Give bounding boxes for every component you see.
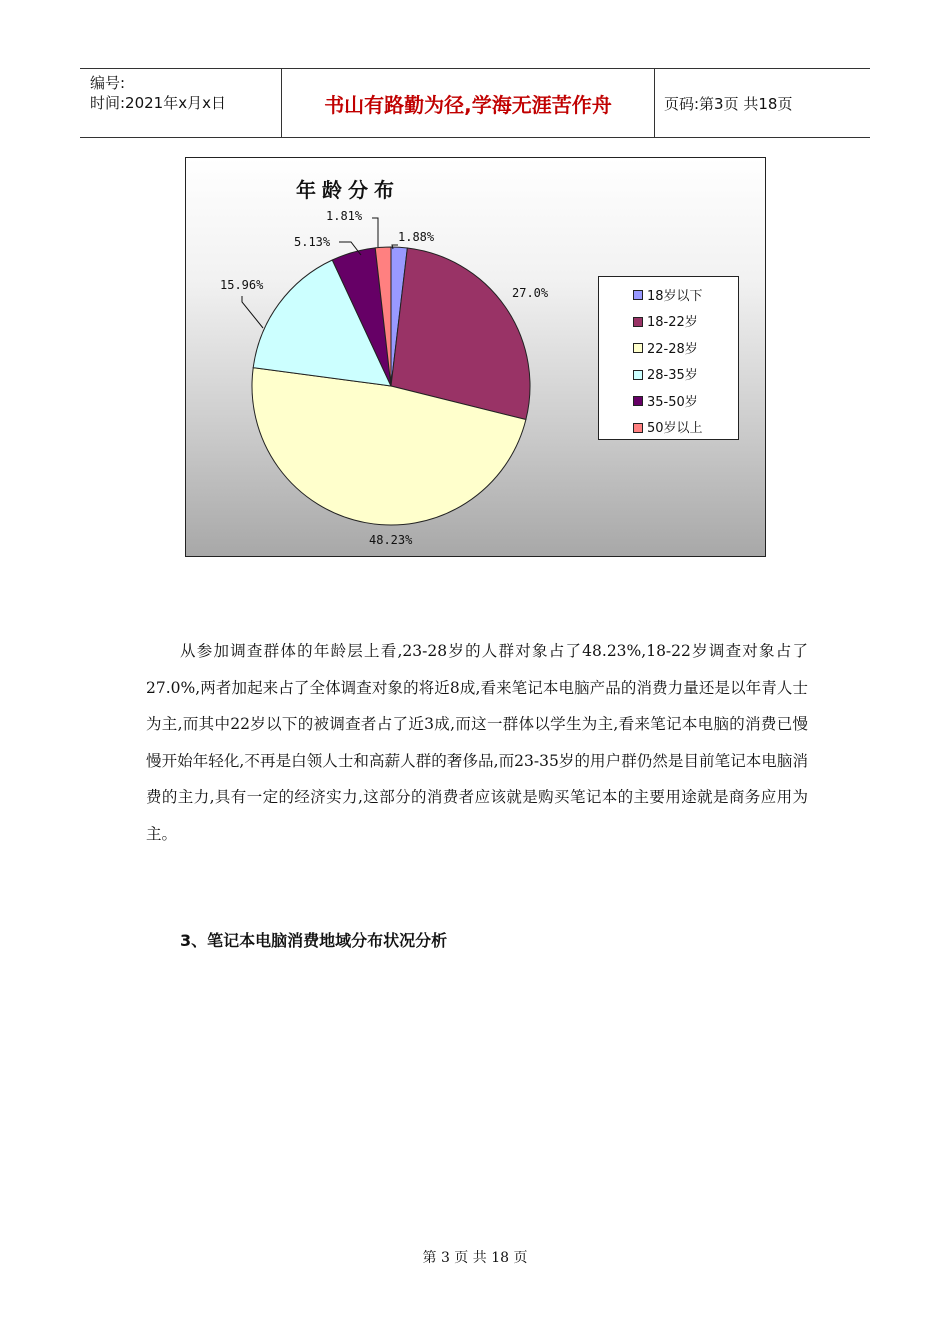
data-label-3: 48.23% xyxy=(369,533,413,547)
age-distribution-chart xyxy=(185,157,766,557)
legend-item-3 xyxy=(599,334,738,361)
legend-item-2 xyxy=(599,308,738,335)
document-number-label: 编号: xyxy=(90,74,126,92)
legend-swatch xyxy=(633,396,643,406)
page-header xyxy=(80,68,870,138)
chart-legend xyxy=(598,276,739,440)
legend-label: 35-50岁 xyxy=(647,394,698,410)
legend-label: 18-22岁 xyxy=(647,315,698,331)
body-text: 从参加调查群体的年龄层上看,23-28岁的人群对象占了48.23%,18-22岁调查对象占了27.0%,两者加起来占了全体调查对象的将近8成,看来笔记本电脑产品的消费力量还是以年青人士为主,而其中22岁以下的被调查者占了近3成,而这一群体以学生为主,看来笔记本电脑的消费已慢慢开始年轻化,不再是白领人士和高薪人群的奢侈品,而23-35岁的用户群仍然是目前笔记本电脑消费的主力,具有一定的经济实力,这部分的消费者应该就是购买笔记本的主要用途就是商务应用为主。 xyxy=(146,642,808,843)
data-label-4: 15.96% xyxy=(220,278,264,292)
data-label-1: 1.88% xyxy=(398,230,435,244)
legend-label: 18岁以下 xyxy=(647,288,703,304)
leader-line-6 xyxy=(372,218,378,247)
legend-swatch xyxy=(633,423,643,433)
header-page-number: 页码:第3页 共18页 xyxy=(664,94,793,113)
legend-swatch xyxy=(633,317,643,327)
legend-swatch xyxy=(633,370,643,380)
header-meta xyxy=(80,69,280,137)
legend-swatch xyxy=(633,290,643,300)
legend-label: 22-28岁 xyxy=(647,341,698,357)
leader-line-4 xyxy=(242,296,263,328)
data-label-6: 1.81% xyxy=(326,209,363,223)
chart-title: 年龄分布 xyxy=(296,178,400,202)
data-label-2: 27.0% xyxy=(512,286,549,300)
legend-item-1 xyxy=(599,281,738,308)
legend-swatch xyxy=(633,343,643,353)
legend-item-5 xyxy=(599,387,738,414)
document-time-label: 时间:2021年x月x日 xyxy=(90,94,226,112)
legend-item-6 xyxy=(599,414,738,441)
legend-item-4 xyxy=(599,361,738,388)
header-motto: 书山有路勤为径,学海无涯苦作舟 xyxy=(281,69,655,137)
body-paragraph xyxy=(146,633,808,852)
section-heading: 3、笔记本电脑消费地域分布状况分析 xyxy=(180,931,448,950)
legend-label: 28-35岁 xyxy=(647,368,698,384)
page-footer: 第 3 页 共 18 页 xyxy=(422,1250,528,1266)
legend-label: 50岁以上 xyxy=(647,421,703,437)
data-label-5: 5.13% xyxy=(294,235,331,249)
